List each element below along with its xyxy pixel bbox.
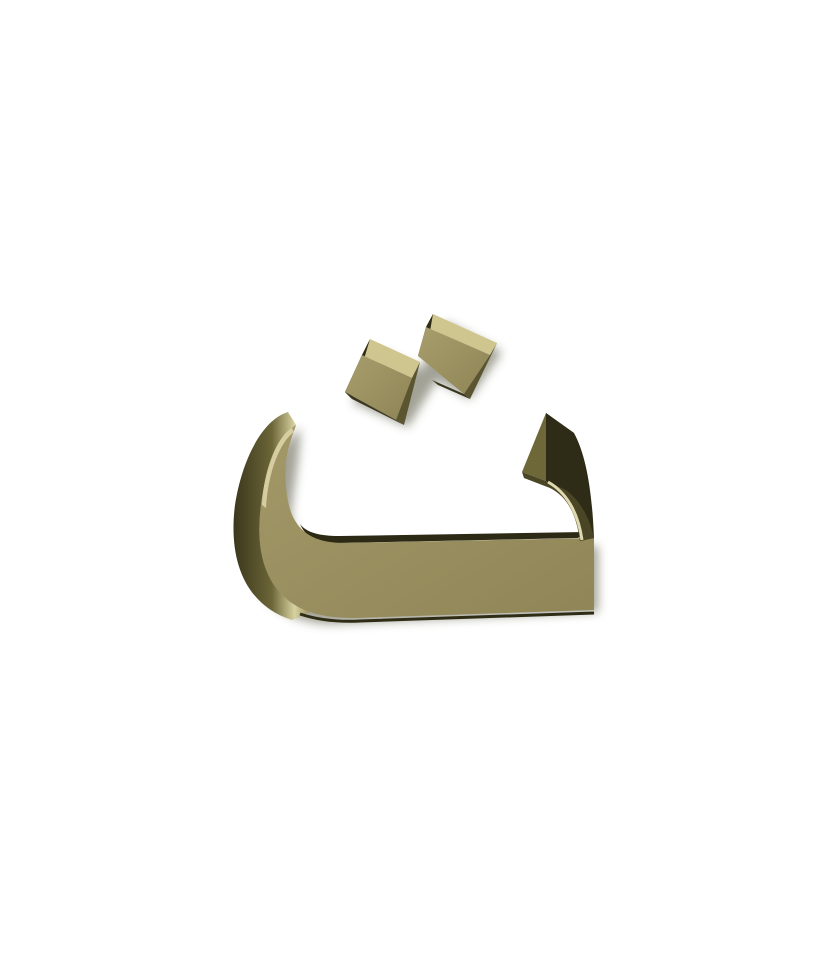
letter-body — [233, 412, 594, 621]
